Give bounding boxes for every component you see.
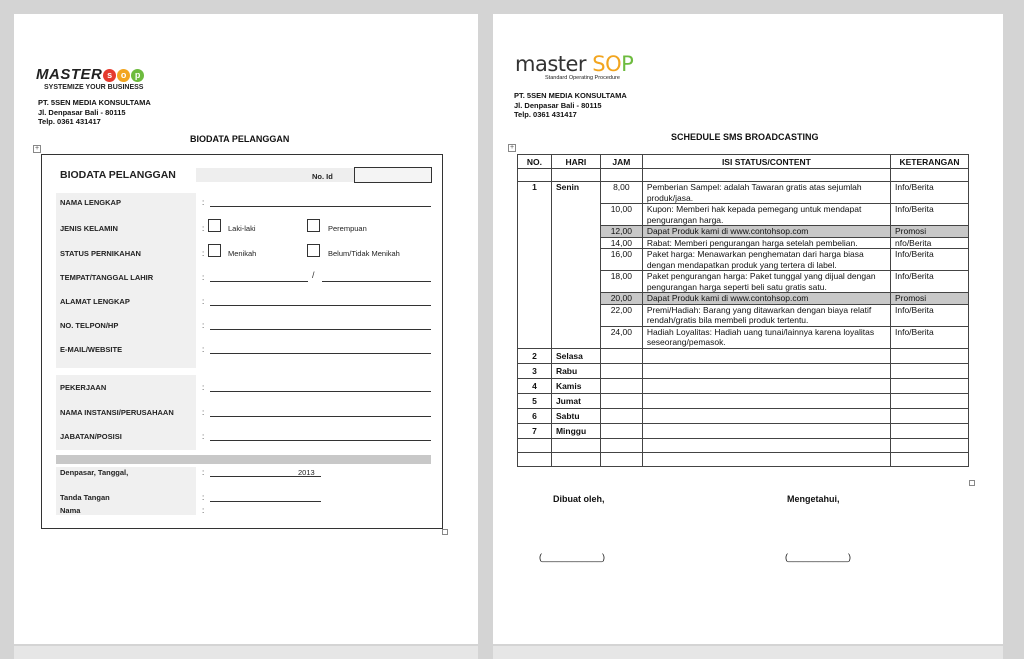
input-no-telpon[interactable] bbox=[210, 329, 431, 330]
cell-jam: 18,00 bbox=[600, 271, 642, 293]
label-nama: Nama bbox=[60, 506, 81, 515]
cell-jam: 10,00 bbox=[600, 204, 642, 226]
input-alamat-lengkap[interactable] bbox=[210, 305, 431, 306]
label-status-pernikahan: STATUS PERNIKAHAN bbox=[60, 249, 141, 258]
company-name: PT. 5SEN MEDIA KONSULTAMA bbox=[514, 91, 627, 100]
logo-circle-o: o bbox=[117, 69, 130, 82]
company-phone: Telp. 0361 431417 bbox=[38, 117, 101, 126]
no-id-label: No. Id bbox=[312, 172, 333, 181]
cell-jam: 22,00 bbox=[600, 304, 642, 326]
cell-hari: Minggu bbox=[551, 423, 600, 438]
mengetahui-label: Mengetahui, bbox=[787, 494, 840, 504]
company-address-block-2 bbox=[514, 91, 627, 120]
table-row bbox=[518, 169, 969, 182]
header-isi: ISI STATUS/CONTENT bbox=[642, 155, 890, 169]
header-hari: HARI bbox=[551, 155, 600, 169]
option-perempuan: Perempuan bbox=[328, 224, 367, 233]
input-pekerjaan[interactable] bbox=[210, 391, 431, 392]
table-row bbox=[518, 378, 969, 393]
page-biodata bbox=[14, 14, 478, 644]
table-cell bbox=[600, 452, 642, 466]
cell-isi: Kupon: Memberi hak kepada pemegang untuk mendapat pengurangan harga. bbox=[642, 204, 890, 226]
cell-keterangan: Promosi bbox=[891, 226, 969, 238]
cell-keterangan: Info/Berita bbox=[891, 249, 969, 271]
year-value: 2013 bbox=[298, 468, 315, 477]
table-row bbox=[518, 438, 969, 452]
table-cell bbox=[642, 169, 890, 182]
cell-keterangan bbox=[891, 423, 969, 438]
table-cell bbox=[518, 438, 552, 452]
cell-jam: 12,00 bbox=[600, 226, 642, 238]
cell-isi: Dapat Produk kami di www.contohsop.com bbox=[642, 226, 890, 238]
cell-jam bbox=[600, 363, 642, 378]
option-laki-laki: Laki-laki bbox=[228, 224, 256, 233]
label-jenis-kelamin: JENIS KELAMIN bbox=[60, 224, 118, 233]
cell-hari: Jumat bbox=[551, 393, 600, 408]
cell-isi: Dapat Produk kami di www.contohsop.com bbox=[642, 293, 890, 305]
table-cell bbox=[600, 438, 642, 452]
cell-jam bbox=[600, 408, 642, 423]
cell-jam: 24,00 bbox=[600, 326, 642, 348]
cell-no: 3 bbox=[518, 363, 552, 378]
company-address-block bbox=[38, 98, 151, 127]
table-cell bbox=[642, 438, 890, 452]
cell-keterangan bbox=[891, 408, 969, 423]
cell-no: 6 bbox=[518, 408, 552, 423]
option-belum-menikah: Belum/Tidak Menikah bbox=[328, 249, 400, 258]
table-resize-handle[interactable] bbox=[442, 529, 448, 535]
cell-jam bbox=[600, 393, 642, 408]
page-title: BIODATA PELANGGAN bbox=[190, 134, 290, 144]
table-cell bbox=[891, 169, 969, 182]
cell-isi bbox=[642, 378, 890, 393]
cell-keterangan: Info/Berita bbox=[891, 326, 969, 348]
form-heading: BIODATA PELANGGAN bbox=[60, 169, 176, 181]
table-cell bbox=[891, 452, 969, 466]
cell-isi: Premi/Hadiah: Barang yang ditawarkan dengan biaya relatif rendah/gratis bila membeli produk tertentu. bbox=[642, 304, 890, 326]
cell-isi: Rabat: Memberi pengurangan harga setelah pembelian. bbox=[642, 237, 890, 249]
table-move-handle-2[interactable]: + bbox=[509, 144, 515, 151]
label-pekerjaan: PEKERJAAN bbox=[60, 383, 107, 392]
table-move-handle[interactable]: + bbox=[34, 145, 40, 152]
table-cell bbox=[518, 452, 552, 466]
header-keterangan: KETERANGAN bbox=[891, 155, 969, 169]
checkbox-perempuan[interactable] bbox=[307, 219, 320, 232]
table-cell bbox=[600, 169, 642, 182]
cell-no: 1 bbox=[518, 182, 552, 349]
company-address: Jl. Denpasar Bali - 80115 bbox=[38, 107, 126, 117]
cell-isi: Paket harga: Menawarkan penghematan dari harga biasa dengan mendapatkan produk yang tertera di label. bbox=[642, 249, 890, 271]
cell-hari: Senin bbox=[551, 182, 600, 349]
input-email-website[interactable] bbox=[210, 353, 431, 354]
cell-jam: 20,00 bbox=[600, 293, 642, 305]
cell-hari: Sabtu bbox=[551, 408, 600, 423]
label-tanda-tangan: Tanda Tangan bbox=[60, 493, 110, 502]
cell-isi bbox=[642, 408, 890, 423]
company-logo-2: master SOP bbox=[515, 52, 634, 76]
table-row bbox=[518, 348, 969, 363]
table-cell bbox=[518, 169, 552, 182]
company-address: Jl. Denpasar Bali - 80115 bbox=[514, 100, 602, 110]
cell-jam bbox=[600, 423, 642, 438]
table-row bbox=[518, 182, 969, 204]
cell-jam: 14,00 bbox=[600, 237, 642, 249]
logo-subtitle: Standard Operating Procedure bbox=[545, 75, 620, 81]
label-alamat-lengkap: ALAMAT LENGKAP bbox=[60, 297, 130, 306]
section-divider bbox=[56, 455, 431, 464]
cell-isi bbox=[642, 363, 890, 378]
cell-isi bbox=[642, 423, 890, 438]
input-tanda-tangan[interactable] bbox=[210, 501, 321, 502]
table-cell bbox=[551, 169, 600, 182]
cell-isi bbox=[642, 348, 890, 363]
input-nama-instansi[interactable] bbox=[210, 416, 431, 417]
table-row bbox=[518, 408, 969, 423]
cell-no: 2 bbox=[518, 348, 552, 363]
no-id-field[interactable] bbox=[354, 167, 432, 183]
signature-mengetahui[interactable]: (____________) bbox=[785, 552, 852, 562]
label-nama-instansi: NAMA INSTANSI/PERUSAHAAN bbox=[60, 408, 174, 417]
header-no: NO. bbox=[518, 155, 552, 169]
input-nama-lengkap[interactable] bbox=[210, 206, 431, 207]
table-row bbox=[518, 363, 969, 378]
sms-schedule-table bbox=[517, 154, 969, 467]
company-phone: Telp. 0361 431417 bbox=[514, 110, 577, 119]
cell-keterangan: Info/Berita bbox=[891, 271, 969, 293]
label-nama-lengkap: NAMA LENGKAP bbox=[60, 198, 121, 207]
company-tagline: SYSTEMIZE YOUR BUSINESS bbox=[44, 84, 144, 91]
cell-isi bbox=[642, 393, 890, 408]
checkbox-laki-laki[interactable] bbox=[208, 219, 221, 232]
company-name: PT. 5SEN MEDIA KONSULTAMA bbox=[38, 98, 151, 107]
header-jam: JAM bbox=[600, 155, 642, 169]
table-row bbox=[518, 452, 969, 466]
label-email-website: E-MAIL/WEBSITE bbox=[60, 345, 123, 354]
cell-jam bbox=[600, 378, 642, 393]
cell-keterangan: Promosi bbox=[891, 293, 969, 305]
cell-hari: Rabu bbox=[551, 363, 600, 378]
cell-keterangan bbox=[891, 393, 969, 408]
cell-hari: Kamis bbox=[551, 378, 600, 393]
table-cell bbox=[551, 452, 600, 466]
company-logo: MASTER s o p bbox=[36, 66, 144, 83]
cell-keterangan: Info/Berita bbox=[891, 182, 969, 204]
input-tanggal-lahir[interactable] bbox=[322, 281, 431, 282]
cell-jam bbox=[600, 348, 642, 363]
logo-circle-s: s bbox=[103, 69, 116, 82]
biodata-form: BIODATA PELANGGAN No. Id NAMA LENGKAP : JENIS KELAMIN : Laki-laki Perempuan STATUS PERNIKAHAN : Menikah Belum/Tidak Menikah TEMPAT/TANGGAL LAHIR : / ALAMAT LENGKAP : NO. TELPON/HP : E-MAIL/WEBSITE : PEKERJAAN : NAMA INSTANSI/PERUSAHAAN : JABATAN/POSISI : Denpasar, Tanggal, : 2013 Tanda Tangan : Nama : bbox=[41, 154, 443, 529]
cell-no: 4 bbox=[518, 378, 552, 393]
label-no-telpon: NO. TELPON/HP bbox=[60, 321, 119, 330]
option-menikah: Menikah bbox=[228, 249, 257, 258]
cell-no: 7 bbox=[518, 423, 552, 438]
cell-jam: 16,00 bbox=[600, 249, 642, 271]
table-header-row bbox=[518, 155, 969, 169]
table-resize-handle-2[interactable] bbox=[969, 480, 975, 486]
signature-dibuat[interactable]: (____________) bbox=[539, 552, 606, 562]
cell-keterangan: nfo/Berita bbox=[891, 237, 969, 249]
cell-jam: 8,00 bbox=[600, 182, 642, 204]
table-cell bbox=[891, 438, 969, 452]
table-row bbox=[518, 393, 969, 408]
cell-keterangan bbox=[891, 378, 969, 393]
cell-no: 5 bbox=[518, 393, 552, 408]
label-jabatan-posisi: JABATAN/POSISI bbox=[60, 432, 122, 441]
dibuat-oleh-label: Dibuat oleh, bbox=[553, 494, 605, 504]
input-tempat-lahir[interactable] bbox=[210, 281, 308, 282]
cell-keterangan: Info/Berita bbox=[891, 204, 969, 226]
label-denpasar-tanggal: Denpasar, Tanggal, bbox=[60, 468, 129, 477]
table-cell bbox=[551, 438, 600, 452]
cell-keterangan: Info/Berita bbox=[891, 304, 969, 326]
cell-keterangan bbox=[891, 363, 969, 378]
page-sms-schedule bbox=[493, 14, 1003, 644]
cell-hari: Selasa bbox=[551, 348, 600, 363]
logo-circle-p: p bbox=[131, 69, 144, 82]
cell-isi: Paket pengurangan harga: Paket tunggal yang dijual dengan pengurangan harga seperti beli satu gratis satu. bbox=[642, 271, 890, 293]
table-cell bbox=[642, 452, 890, 466]
checkbox-belum-menikah[interactable] bbox=[307, 244, 320, 257]
input-jabatan-posisi[interactable] bbox=[210, 440, 431, 441]
cell-isi: Pemberian Sampel: adalah Tawaran gratis atas sejumlah produk/jasa. bbox=[642, 182, 890, 204]
schedule-title: SCHEDULE SMS BROADCASTING bbox=[671, 132, 819, 142]
cell-keterangan bbox=[891, 348, 969, 363]
cell-isi: Hadiah Loyalitas: Hadiah uang tunai/lainnya karena loyalitas seseorang/pemasok. bbox=[642, 326, 890, 348]
checkbox-menikah[interactable] bbox=[208, 244, 221, 257]
table-row bbox=[518, 423, 969, 438]
label-tempat-tanggal-lahir: TEMPAT/TANGGAL LAHIR bbox=[60, 273, 154, 282]
